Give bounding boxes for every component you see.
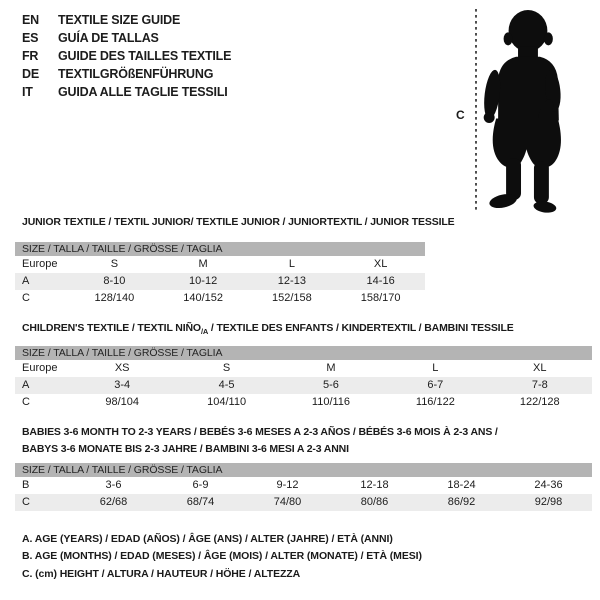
cell: 128/140 [94,292,135,304]
height-measure-label: C [456,108,465,122]
table-row [15,290,425,307]
footnote-b: B. AGE (MONTHS) / EDAD (MESES) / ÂGE (MOIS) / ALTER (MONATE) / ETÀ (MESI) [22,550,422,563]
language-title: TEXTILGRÖßENFÜHRUNG [58,67,214,81]
language-row [22,83,231,101]
cell: M [198,258,208,270]
table-row [15,360,592,377]
row-label: A [15,377,70,394]
row-label: C [15,494,70,511]
cell: 3-6 [105,479,122,491]
cell: 116/122 [415,396,455,408]
cell: 122/128 [519,396,560,408]
cell: 12-13 [248,273,337,290]
footnote-a: A. AGE (YEARS) / EDAD (AÑOS) / ÂGE (ANS) / ALTER (JAHRE) / ETÀ (ANNI) [22,533,393,545]
size-header-bar: SIZE / TALLA / TAILLE / GRÖSSE / TAGLIA [15,463,592,477]
cell: 12-18 [360,479,389,491]
cell: 158/170 [360,292,401,304]
children-title-pre: CHILDREN'S TEXTILE / TEXTIL NIÑO [22,322,201,334]
cell: L [288,258,295,270]
baby-silhouette-icon [482,9,566,213]
cell: S [222,362,231,374]
row-label: C [22,292,30,304]
language-code: DE [22,67,39,81]
cell: 9-12 [276,479,299,491]
cell: 6-7 [383,377,487,394]
language-code: ES [22,31,39,45]
cell: L [432,362,439,374]
language-row [22,29,231,47]
size-header-bar: SIZE / TALLA / TAILLE / GRÖSSE / TAGLIA [15,346,592,360]
babies-title-line1: BABIES 3-6 MONTH TO 2-3 YEARS / BEBÉS 3-6 MESES A 2-3 AÑOS / BÉBÉS 3-6 MOIS À 2-3 ANS / [22,426,498,438]
cell: 110/116 [311,396,351,408]
cell: 140/152 [183,292,223,304]
junior-size-table [15,242,425,307]
cell: 68/74 [157,494,244,511]
babies-title-line2: BABYS 3-6 MONATE BIS 2-3 JAHRE / BAMBINI 3-6 MESI A 2-3 ANNI [22,442,349,455]
cell: 10-12 [159,273,248,290]
row-label: Europe [22,258,58,270]
row-label: Europe [22,362,58,374]
cell: 18-24 [447,479,476,491]
language-title-list [22,11,231,101]
row-label: A [15,273,70,290]
cell: 6-9 [192,479,209,491]
cell: 14-16 [336,273,425,290]
language-row [22,47,231,65]
babies-size-table [15,463,592,511]
babies-table-title [22,424,498,457]
cell: 24-36 [534,479,563,491]
language-code: EN [22,13,39,27]
table-row [15,394,592,411]
cell: XS [114,362,130,374]
cell: S [110,258,119,270]
cell: 92/98 [505,494,592,511]
footnotes [22,531,422,583]
language-title: GUIDA ALLE TAGLIE TESSILI [58,85,228,99]
children-size-table [15,346,592,411]
cell: 8-10 [70,273,159,290]
children-title-post: / TEXTILE DES ENFANTS / KINDERTEXTIL / BAMBINI TESSILE [208,322,514,334]
cell: 80/86 [331,494,418,511]
cell: 4-5 [174,377,278,394]
table-row [15,477,592,494]
row-label: B [22,479,30,491]
table-row [15,377,592,394]
height-measure-dashed-line [474,9,478,212]
language-code: IT [22,85,33,99]
children-table-title [22,322,514,336]
size-header-bar: SIZE / TALLA / TAILLE / GRÖSSE / TAGLIA [15,242,425,256]
junior-table-title: JUNIOR TEXTILE / TEXTIL JUNIOR/ TEXTILE JUNIOR / JUNIORTEXTIL / JUNIOR TESSILE [22,216,455,228]
cell: 152/158 [271,292,312,304]
row-label: C [22,396,30,408]
language-row [22,11,231,29]
cell: 86/92 [418,494,505,511]
cell: 5-6 [279,377,383,394]
cell: XL [373,258,388,270]
cell: 7-8 [488,377,592,394]
language-title: TEXTILE SIZE GUIDE [58,13,181,27]
table-row [15,494,592,511]
children-title-sub: /A [200,327,209,337]
cell: XL [533,362,547,374]
cell: 3-4 [70,377,174,394]
cell: 74/80 [244,494,331,511]
footnote-c: C. (cm) HEIGHT / ALTURA / HAUTEUR / HÖHE / ALTEZZA [22,567,301,580]
language-code: FR [22,49,39,63]
table-row [15,273,425,290]
language-row [22,65,231,83]
cell: 104/110 [207,396,247,408]
cell: 62/68 [70,494,157,511]
cell: M [326,362,336,374]
table-row [15,256,425,273]
cell: 98/104 [105,396,140,408]
language-title: GUÍA DE TALLAS [58,31,159,45]
language-title: GUIDE DES TAILLES TEXTILE [58,49,232,63]
